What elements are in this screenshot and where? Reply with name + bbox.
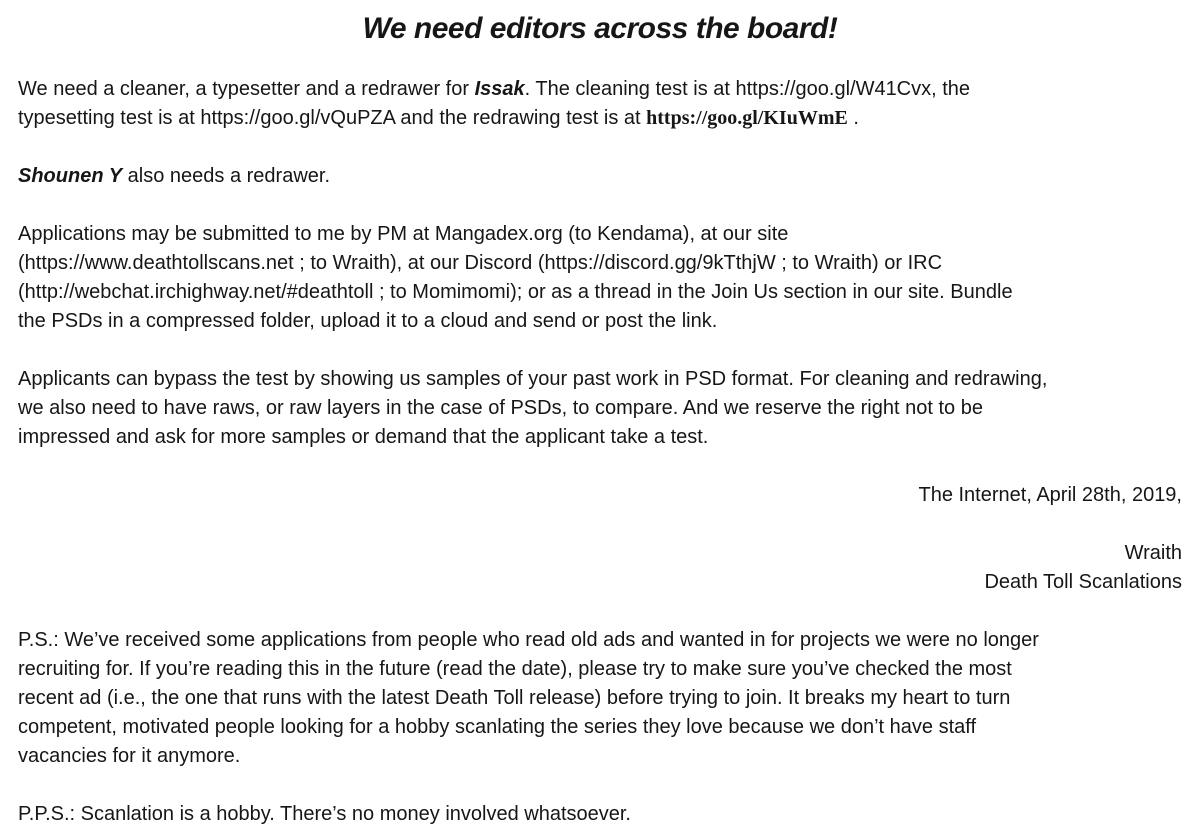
text-segment: (http://webchat.irchighway.net/#deathtoll ; to Momimomi); or as a thread in the Join Us section in our site. Bundle [18, 281, 1013, 303]
text-line [18, 249, 1182, 278]
text-segment: impressed and ask for more samples or demand that the applicant take a test. [18, 426, 709, 448]
ps-paragraph [18, 626, 1182, 771]
text-line [18, 75, 1182, 104]
text-segment: recruiting for. If you’re reading this in the future (read the date), please try to make sure you’ve checked the most [18, 658, 1012, 680]
text-line [18, 423, 1182, 452]
text-line [18, 713, 1182, 742]
text-segment: recent ad (i.e., the one that runs with the latest Death Toll release) before trying to join. It breaks my heart to turn [18, 687, 1011, 709]
text-line [18, 365, 1182, 394]
text-line [18, 162, 1182, 191]
text-segment: competent, motivated people looking for a hobby scanlating the series they love because we don’t have staff [18, 716, 977, 738]
text-line [18, 655, 1182, 684]
text-line [18, 539, 1182, 568]
dateline [18, 481, 1182, 510]
intro-paragraph [18, 75, 1182, 133]
text-line [18, 220, 1182, 249]
text-line [18, 307, 1182, 336]
text-segment: P.S.: We’ve received some applications from people who read old ads and wanted in for projects we were no longer [18, 629, 1039, 651]
document-body [18, 75, 1182, 829]
text-segment: . [847, 107, 859, 129]
text-segment: also needs a redrawer. [122, 165, 330, 187]
applications-paragraph [18, 220, 1182, 336]
text-segment: Applicants can bypass the test by showing us samples of your past work in PSD format. For cleaning and redrawing, [18, 368, 1048, 390]
text-line [18, 104, 1182, 133]
text-line [18, 800, 1182, 829]
text-line [18, 394, 1182, 423]
text-line [18, 568, 1182, 597]
text-line [18, 481, 1182, 510]
text-segment: (https://www.deathtollscans.net ; to Wraith), at our Discord (https://discord.gg/9kTthjW ; to Wraith) or IRC [18, 252, 943, 274]
text-line [18, 742, 1182, 771]
signature [18, 539, 1182, 597]
text-segment: the PSDs in a compressed folder, upload it to a cloud and send or post the link. [18, 310, 718, 332]
text-segment: vacancies for it anymore. [18, 745, 241, 767]
text-line [18, 626, 1182, 655]
text-segment: Applications may be submitted to me by PM at Mangadex.org (to Kendama), at our site [18, 223, 789, 245]
text-segment: We need a cleaner, a typesetter and a redrawer for [18, 78, 475, 100]
text-segment: . The cleaning test is at https://goo.gl/W41Cvx, the [524, 78, 971, 100]
url-text: https://goo.gl/KIuWmE [646, 107, 848, 129]
shounen-paragraph [18, 162, 1182, 191]
text-segment: The Internet, April 28th, 2019, [918, 484, 1182, 506]
text-line [18, 278, 1182, 307]
text-segment: Shounen Y [18, 165, 123, 187]
text-segment: P.P.S.: Scanlation is a hobby. There’s no money involved whatsoever. [18, 803, 631, 825]
bypass-paragraph [18, 365, 1182, 452]
text-segment: Death Toll Scanlations [984, 571, 1182, 593]
pps-paragraph [18, 800, 1182, 829]
text-line [18, 684, 1182, 713]
page-title: We need editors across the board! [362, 12, 838, 45]
text-segment: Issak [474, 78, 525, 100]
text-segment: we also need to have raws, or raw layers in the case of PSDs, to compare. And we reserve the right not to be [18, 397, 983, 419]
text-segment: typesetting test is at https://goo.gl/vQuPZA and the redrawing test is at [18, 107, 647, 129]
text-segment: Wraith [1124, 542, 1182, 564]
